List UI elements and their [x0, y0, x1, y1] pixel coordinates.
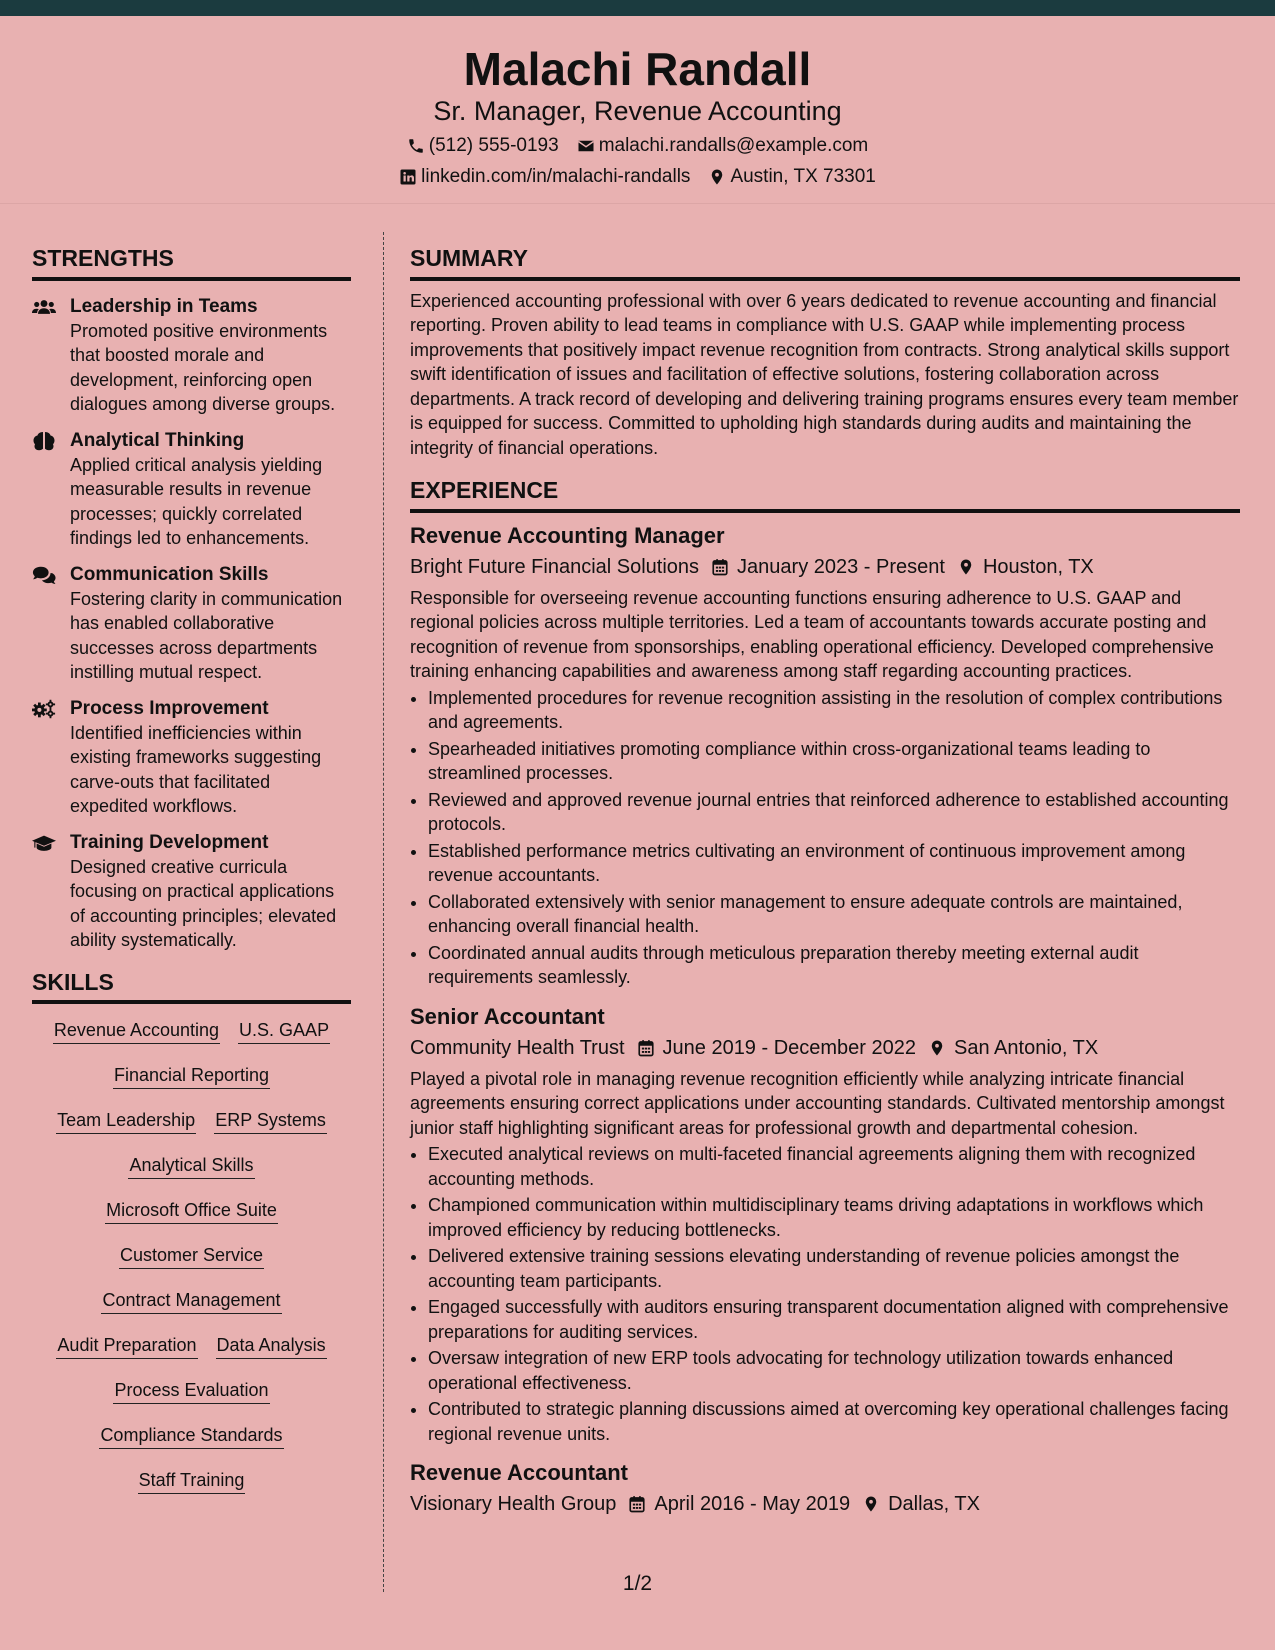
skills-list	[32, 1018, 351, 1513]
job-bullet: • Coordinated annual audits through meticulous preparation thereby meeting external audit requirements seamlessly.	[428, 941, 1240, 990]
skill-row	[32, 1243, 351, 1288]
job-description: Responsible for overseeing revenue accounting functions ensuring adherence to U.S. GAAP and regional policies across multiple territories. Led a team of accountants towards accurate posting and recognition of revenue from sponsorships, enabling operational efficiency. Developed comprehensive training enhancing capabilities and awareness among staff regarding accounting practices.	[410, 587, 1214, 682]
job-dates-group	[637, 1033, 917, 1063]
strength-item	[32, 563, 351, 685]
contact-row	[0, 166, 1275, 189]
header-divider	[0, 203, 1275, 204]
summary-text: Experienced accounting professional with over 6 years dedicated to revenue accounting and financial reporting. Proven ability to lead teams in compliance with U.S. GAAP while implementing process improvements that positively impact revenue recognition from contracts. Strong analytical skills support swift identification of issues and facilitation of effective solutions, fostering collaboration across departments. A track record of developing and delivering training programs ensures every team member is equipped for success. Committed to upholding high standards during audits and maintaining the integrity of financial operations.	[410, 290, 1239, 458]
job-bullet: • Executed analytical reviews on multi-faceted financial agreements aligning them with recognized accounting methods.	[428, 1142, 1240, 1191]
job-meta	[410, 1489, 1240, 1519]
graduation-cap-icon	[32, 833, 56, 853]
strengths-list	[32, 295, 351, 953]
skill-row	[32, 1063, 351, 1108]
job-company: Community Health Trust	[410, 1036, 625, 1059]
map-marker-icon	[862, 1495, 880, 1513]
skill-tag: Revenue Accounting	[53, 1018, 220, 1044]
job-location: Dallas, TX	[888, 1493, 980, 1516]
job-bullet: • Spearheaded initiatives promoting compliance within cross-organizational teams leading to streamlined processes.	[428, 737, 1240, 786]
skill-tag: Team Leadership	[56, 1108, 196, 1134]
job-bullets	[410, 686, 1240, 990]
skill-row	[32, 1198, 351, 1243]
strength-item	[32, 429, 351, 551]
strength-desc: Applied critical analysis yielding measurable results in revenue processes; quickly correlated findings led to enhancements.	[70, 454, 323, 549]
left-column	[32, 245, 351, 1513]
comments-icon	[32, 565, 56, 585]
skill-row	[32, 1288, 351, 1333]
skill-tag: Staff Training	[138, 1468, 246, 1494]
skill-row	[32, 1378, 351, 1423]
skill-row	[32, 1468, 351, 1513]
email-link[interactable]: malachi.randalls@example.com	[598, 135, 869, 156]
strength-desc: Fostering clarity in communication has enabled collaborative successes across departments instilling mutual respect.	[70, 588, 343, 683]
envelope-icon	[577, 137, 595, 155]
job-bullet: • Oversaw integration of new ERP tools advocating for technology utilization towards enhanced operational effectiveness.	[428, 1346, 1240, 1395]
skill-row	[32, 1423, 351, 1468]
users-icon	[32, 297, 56, 317]
right-column	[410, 245, 1240, 1519]
strength-title: Communication Skills	[70, 563, 269, 585]
email-item[interactable]	[577, 135, 869, 158]
job-title: Revenue Accounting Manager	[410, 522, 725, 548]
candidate-title: Sr. Manager, Revenue Accounting	[433, 96, 842, 126]
job-title: Revenue Accountant	[410, 1460, 629, 1486]
job-bullet: • Contributed to strategic planning discussions aimed at overcoming key operational challenges facing regional revenue units.	[428, 1397, 1240, 1446]
skill-tag: Customer Service	[119, 1243, 264, 1269]
job-bullet: • Established performance metrics cultivating an environment of continuous improvement among revenue accountants.	[428, 839, 1240, 888]
strength-item	[32, 295, 351, 417]
job-bullet: • Engaged successfully with auditors ensuring transparent documentation aligned with comprehensive preparations for auditing services.	[428, 1295, 1240, 1344]
strength-title: Leadership in Teams	[70, 295, 258, 317]
job-description: Played a pivotal role in managing revenue recognition efficiently while analyzing intricate financial agreements ensuring correct applications under accounting standards. Cultivated mentorship amongst junior staff highlighting significant areas for professional growth and departmental cohesion.	[410, 1068, 1225, 1138]
job-dates: January 2023 - Present	[737, 555, 945, 578]
top-accent-bar	[0, 0, 1275, 16]
skill-row	[32, 1108, 351, 1153]
strength-item	[32, 697, 351, 819]
map-marker-icon	[708, 168, 726, 186]
job-entry	[410, 521, 1240, 990]
cogs-icon	[32, 699, 56, 719]
job-meta	[410, 1033, 1240, 1063]
candidate-name: Malachi Randall	[463, 43, 812, 95]
skills-heading: SKILLS	[32, 969, 351, 1005]
job-entry	[410, 1458, 1240, 1519]
job-company: Visionary Health Group	[410, 1493, 617, 1516]
job-bullet: • Collaborated extensively with senior management to ensure adequate controls are maintained, enhancing overall financial health.	[428, 890, 1240, 939]
skill-tag: U.S. GAAP	[238, 1018, 330, 1044]
experience-heading: EXPERIENCE	[410, 477, 1240, 513]
skill-tag: Compliance Standards	[99, 1423, 283, 1449]
job-location-group	[862, 1489, 980, 1519]
job-title: Senior Accountant	[410, 1003, 605, 1029]
phone-icon	[407, 137, 425, 155]
summary-heading: SUMMARY	[410, 245, 1240, 281]
job-location: Houston, TX	[982, 555, 1094, 578]
skill-tag: Contract Management	[101, 1288, 281, 1314]
strength-title: Training Development	[70, 831, 269, 853]
strengths-heading: STRENGTHS	[32, 245, 351, 281]
job-bullet: • Championed communication within multidisciplinary teams driving adaptations in workflows which improved efficiency by reducing bottlenecks.	[428, 1193, 1240, 1242]
skill-row	[32, 1018, 351, 1063]
calendar-icon	[637, 1039, 655, 1057]
linkedin-item[interactable]	[399, 166, 690, 189]
skill-tag: Process Evaluation	[113, 1378, 269, 1404]
skill-tag: Analytical Skills	[128, 1153, 254, 1179]
page-number: 1/2	[622, 1572, 653, 1595]
contact-row	[0, 135, 1275, 158]
resume-header	[0, 16, 1275, 204]
strength-item	[32, 831, 351, 953]
job-bullet: • Delivered extensive training sessions elevating understanding of revenue policies amongst the accounting team participants.	[428, 1244, 1240, 1293]
column-divider	[383, 232, 384, 1592]
map-marker-icon	[957, 558, 975, 576]
job-location: San Antonio, TX	[954, 1036, 1099, 1059]
map-marker-icon	[928, 1039, 946, 1057]
job-meta	[410, 552, 1240, 582]
skill-row	[32, 1153, 351, 1198]
location-text: Austin, TX 73301	[730, 166, 876, 187]
strength-desc: Identified inefficiencies within existing frameworks suggesting carve-outs that facilitated expedited workflows.	[70, 722, 322, 817]
job-location-group	[928, 1033, 1098, 1063]
skill-tag: Microsoft Office Suite	[105, 1198, 278, 1224]
strength-desc: Designed creative curricula focusing on practical applications of accounting principles; elevated ability systematically.	[70, 856, 337, 951]
job-company: Bright Future Financial Solutions	[410, 555, 700, 578]
skill-tag: Data Analysis	[216, 1333, 327, 1359]
job-bullet: • Reviewed and approved revenue journal entries that reinforced adherence to established accounting protocols.	[428, 788, 1240, 837]
skill-tag: ERP Systems	[214, 1108, 327, 1134]
calendar-icon	[628, 1495, 646, 1513]
skill-tag: Audit Preparation	[56, 1333, 197, 1359]
skill-row	[32, 1333, 351, 1378]
phone-item	[407, 135, 559, 158]
job-dates: April 2016 - May 2019	[654, 1493, 851, 1516]
job-dates-group	[711, 552, 945, 582]
strength-title: Process Improvement	[70, 697, 269, 719]
strength-desc: Promoted positive environments that boosted morale and development, reinforcing open dialogues among diverse groups.	[70, 320, 336, 415]
job-bullets	[410, 1142, 1240, 1446]
location-item	[708, 166, 875, 189]
brain-icon	[32, 431, 56, 451]
skill-tag: Financial Reporting	[113, 1063, 270, 1089]
job-location-group	[957, 552, 1094, 582]
linkedin-icon	[399, 168, 417, 186]
job-bullet: • Implemented procedures for revenue recognition assisting in the resolution of complex contributions and agreements.	[428, 686, 1240, 735]
phone-text: (512) 555-0193	[428, 135, 559, 156]
strength-title: Analytical Thinking	[70, 429, 245, 451]
linkedin-link[interactable]: linkedin.com/in/malachi-randalls	[421, 166, 691, 187]
calendar-icon	[711, 558, 729, 576]
job-dates: June 2019 - December 2022	[662, 1036, 917, 1059]
job-dates-group	[628, 1489, 850, 1519]
job-entry	[410, 1002, 1240, 1447]
